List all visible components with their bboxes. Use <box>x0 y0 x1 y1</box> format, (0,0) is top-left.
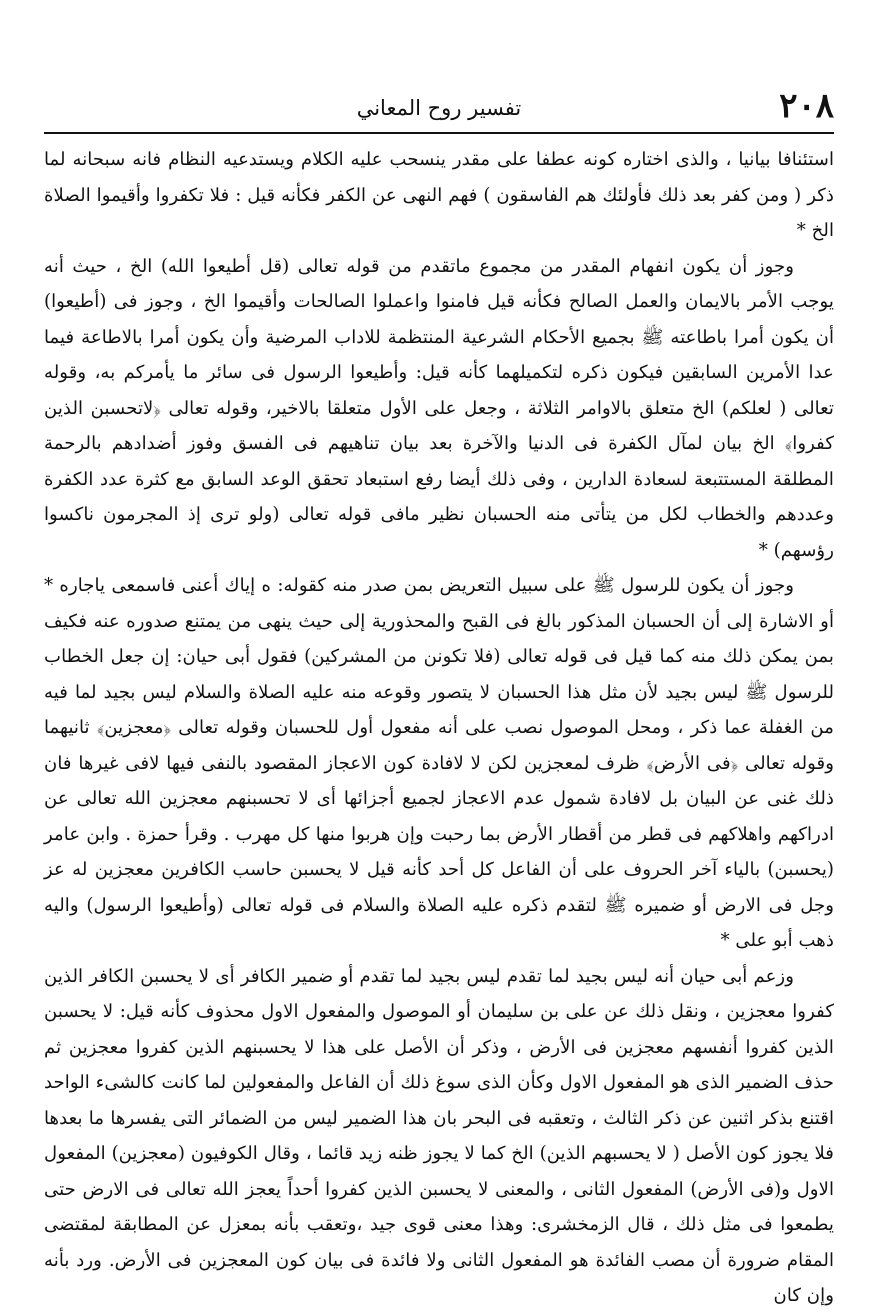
running-title: تفسير روح المعاني <box>356 96 522 120</box>
page-header <box>44 86 834 134</box>
page-number: ٢٠٨ <box>779 86 834 126</box>
paragraph: وجوز أن يكون انفهام المقدر من مجموع ماتقدم من قوله تعالى (قل أطيعوا الله) الخ ، حيث أنه يوجب الأمر بالايمان والعمل الصالح فكأنه قيل فامنوا واعملوا الصالحات وأقيموا الخ ، وجوز فى (أطيعوا) أن يكون أمرا باطاعته ﷺ بجميع الأحكام الشرعية المنتظمة للاداب المرضية وأن يكون أمرا بالاطاعة فيما عدا الأمرين السابقين فيكون ذكره لتكميلهما كأنه قيل: وأطيعوا الرسول فى سائر ما يأمركم به، وقوله تعالى ( لعلكم) الخ متعلق بالاوامر الثلاثة ، وجعل على الأول متعلقا بالاخير، وقوله تعالى ﴿لاتحسبن الذين كفروا﴾ الخ بيان لمآل الكفرة فى الدنيا والآخرة بعد بيان تناهيهم فى الفسق وفوز أضدادهم بالرحمة المطلقة المستتبعة لسعادة الدارين ، وفى ذلك أيضا رفع استبعاد تحقق الوعد السابق مع كثرة عدد الكفرة وعددهم والخطاب لكل من يتأتى منه الحسبان نظير مافى قوله تعالى (ولو ترى إذ المجرمون ناكسوا رؤسهم) * <box>44 255 834 561</box>
paragraph: وجوز أن يكون للرسول ﷺ على سبيل التعريض بمن صدر منه كقوله: ه إياك أعنى فاسمعى ياجاره * أو الاشارة إلى أن الحسبان المذكور بالغ فى القبح والمحذورية إلى حيث ينهى من يمتنع صدوره عنه فكيف بمن يمكن ذلك منه كما قيل فى قوله تعالى (فلا تكونن من المشركين) فقول أبى حيان: إن جعل الخطاب للرسول ﷺ ليس بجيد لأن مثل هذا الحسبان لا يتصور وقوعه منه عليه الصلاة والسلام ليس بجيد لما فيه من الغفلة عما ذكر ، ومحل الموصول نصب على أنه مفعول أول للحسبان وقوله تعالى ﴿معجزين﴾ ثانيهما وقوله تعالى ﴿فى الأرض﴾ ظرف لمعجزين لكن لا لافادة كون الاعجاز المقصود بالنفى فيها لافى غيرها فان ذلك غنى عن البيان بل لافادة شمول عدم الاعجاز لجميع أجزائها أى لا تحسبنهم معجزين الله تعالى عن ادراكهم واهلاكهم فى قطر من أقطار الأرض بما رحبت وإن هربوا منها كل مهرب . وقرأ حمزة . وابن عامر (يحسبن) بالياء آخر الحروف على أن الفاعل كل أحد كأنه قيل لا يحسبن حاسب الكافرين معجزين له عز وجل فى الارض أو ضميره ﷺ لتقدم ذكره عليه الصلاة والسلام فى قوله تعالى (وأطيعوا الرسول) واليه ذهب أبو على * <box>44 575 834 951</box>
page-body <box>44 142 834 1314</box>
paragraph: استئنافا بيانيا ، والذى اختاره كونه عطفا على مقدر ينسحب عليه الكلام ويستدعيه النظام فانه سبحانه لما ذكر ( ومن كفر بعد ذلك فأولئك هم الفاسقون ) فهم النهى عن الكفر فكأنه قيل : فلا تكفروا وأقيموا الصلاة الخ * <box>44 149 834 241</box>
paragraph: وزعم أبى حيان أنه ليس بجيد لما تقدم ليس بجيد لما تقدم أو ضمير الكافر أى لا يحسبن الكافر الذين كفروا معجزين ، ونقل ذلك عن على بن سليمان أو الموصول والمفعول الاول محذوف كأنه قيل: لا يحسبن الذين كفروا أنفسهم معجزين فى الأرض ، وذكر أن الأصل على هذا لا يحسبنهم الذين كفروا معجزين ثم حذف الضمير الذى هو المفعول الاول وكأن الذى سوغ ذلك أن الفاعل والمفعولين لما كانت كالشىء الواحد اقتنع بذكر اثنين عن ذكر الثالث ، وتعقبه فى البحر بان هذا الضمير ليس من الضمائر التى يفسرها ما بعدها فلا يجوز كون الأصل ( لا يحسبهم الذين) الخ كما لا يجوز ظنه زيد قائما ، وقال الكوفيون (معجزين) المفعول الاول و(فى الأرض) المفعول الثانى ، والمعنى لا يحسبن الذين كفروا أحداً يعجز الله تعالى فى الارض حتى يطمعوا فى مثل ذلك ، قال الزمخشرى: وهذا معنى قوى جيد ،وتعقب بأنه بمعزل عن المطابقة لمقتضى المقام ضرورة أن مصب الفائدة هو المفعول الثانى ولا فائدة فى بيان كون المعجزين فى الأرض. ورد بأنه وإن كان <box>44 965 834 1306</box>
